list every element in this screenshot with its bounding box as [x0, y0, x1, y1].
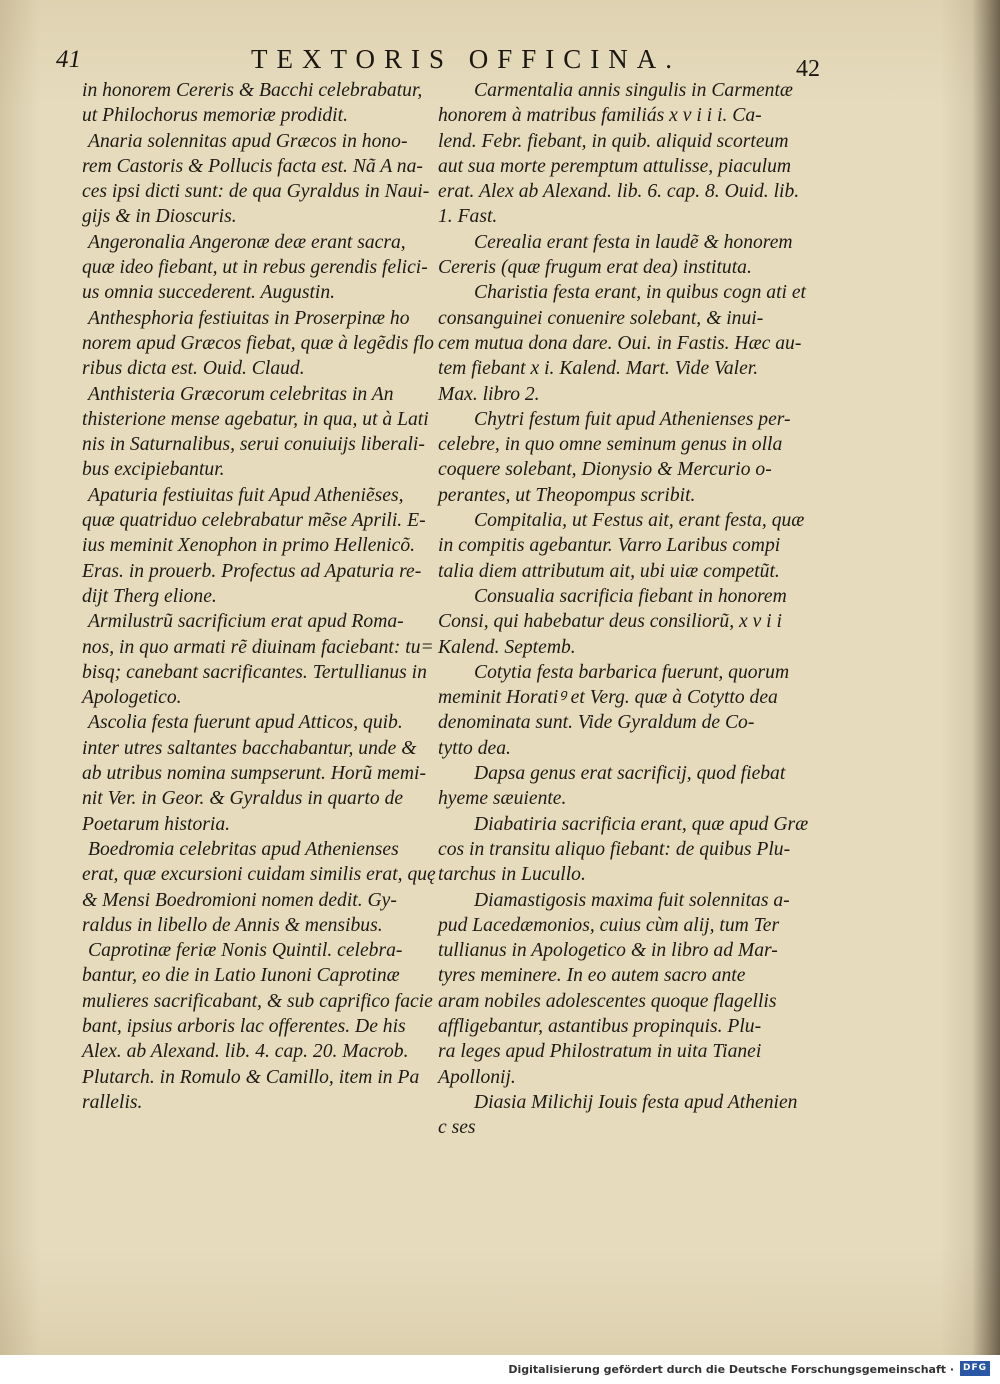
text-line: Diamastigosis maxima fuit solennitas a- [474, 889, 790, 911]
text-line: ius meminit Xenophon in primo Hellenicõ. [82, 535, 416, 557]
text-line: Alex. ab Alexand. lib. 4. cap. 20. Macrob. [82, 1041, 409, 1063]
text-line: Consualia sacrificia fiebant in honorem [474, 585, 787, 607]
text-line: us omnia succederent. Augustin. [82, 282, 336, 304]
text-line: thisterione mense agebatur, in qua, ut à Lati [82, 408, 429, 430]
text-line: cos in transitu aliquo fiebant: de quibus Plu- [438, 838, 791, 860]
text-line: Boedromia celebritas apud Athenienses [88, 838, 399, 860]
text-line: coquere solebant, Dionysio & Mercurio o- [438, 459, 772, 481]
text-line: Diabatiria sacrificia erant, quæ apud Græ [474, 813, 809, 835]
text-line: bisq; canebant sacrificantes. Tertullianus in [82, 661, 427, 683]
text-line: bant, ipsius arboris lac offerentes. De his [82, 1015, 406, 1037]
footer-bar [0, 1355, 1000, 1384]
text-line: pud Lacedæmonios, cuius cùm alij, tum Ter [438, 914, 780, 936]
text-line: erat, quæ excursioni cuidam similis erat, quę [82, 864, 436, 886]
text-line: mulieres sacrificabant, & sub caprifico facie [82, 990, 433, 1012]
text-line: in compitis agebantur. Varro Laribus compi [438, 535, 781, 557]
text-line: c ses [438, 1117, 476, 1139]
text-line: nis in Saturnalibus, serui conuiuijs liberali- [82, 434, 425, 456]
text-line: Cereris (quæ frugum erat dea) instituta. [438, 257, 752, 279]
text-line: Dapsa genus erat sacrificij, quod fiebat [474, 763, 786, 785]
running-title: TEXTORIS OFFICINA. [251, 44, 682, 74]
text-line: dijt Therg elione. [82, 585, 217, 607]
right-text-column [438, 78, 816, 1140]
text-line: raldus in libello de Annis & mensibus. [82, 914, 383, 936]
text-line: Poetarum historia. [82, 813, 231, 835]
page-number-left: 41 [56, 46, 81, 73]
text-line: Armilustrũ sacrificium erat apud Roma- [88, 611, 404, 633]
text-line: hyeme sæuiente. [438, 788, 567, 810]
text-line: Chytri festum fuit apud Athenienses per- [474, 408, 791, 430]
text-line: affligebantur, astantibus propinquis. Plu- [438, 1015, 762, 1037]
text-line: 1. Fast. [438, 206, 498, 228]
text-line: Consi, qui habebatur deus consiliorũ, x v i i [438, 611, 782, 633]
text-line: Apollonij. [438, 1066, 516, 1088]
text-line: perantes, ut Theopompus scribit. [438, 484, 696, 506]
text-line: Ascolia festa fuerunt apud Atticos, quib. [88, 712, 403, 734]
text-line: in honorem Cereris & Bacchi celebrabatur, [82, 80, 423, 101]
text-line: Caprotinæ feriæ Nonis Quintil. celebra- [88, 940, 403, 962]
text-line: Angeronalia Angeronæ deæ erant sacra, [88, 231, 406, 253]
text-line: tullianus in Apologetico & in libro ad Mar- [438, 940, 778, 962]
text-line: Carmentalia annis singulis in Carmentæ [474, 80, 793, 101]
text-line: tarchus in Lucullo. [438, 864, 586, 886]
binding-shadow [972, 0, 1000, 1355]
text-line: ribus dicta est. Ouid. Claud. [82, 358, 305, 380]
text-line: Max. libro 2. [438, 383, 540, 405]
text-line: gijs & in Dioscuris. [82, 206, 237, 228]
text-line: Diasia Milichij Iouis festa apud Athenien [474, 1091, 798, 1113]
text-line: tyres meminere. In eo autem sacro ante [438, 965, 746, 987]
text-line: inter utres saltantes bacchabantur, unde & [82, 737, 417, 759]
text-line: & Mensi Boedromioni nomen dedit. Gy- [82, 889, 397, 911]
text-line: Charistia festa erant, in quibus cogn ati et [474, 282, 807, 304]
text-line: Eras. in prouerb. Profectus ad Apaturia re- [82, 560, 422, 582]
text-line: ab utribus nomina sumpserunt. Horũ memi- [82, 763, 426, 785]
text-line: consanguinei conuenire solebant, & inui- [438, 307, 764, 329]
left-text-column [82, 78, 436, 1115]
text-line: Apologetico. [82, 687, 182, 709]
text-line: bus excipiebantur. [82, 459, 225, 481]
text-line: cem mutua dona dare. Oui. in Fastis. Hæc au- [438, 332, 802, 354]
text-line: Compitalia, ut Festus ait, erant festa, quæ [474, 510, 805, 532]
text-line: ra leges apud Philostratum in uita Tianei [438, 1041, 762, 1063]
text-line: rem Castoris & Pollucis facta est. Nã A na- [82, 155, 423, 177]
text-line: tytto dea. [438, 737, 511, 759]
text-line: ces ipsi dicti sunt: de qua Gyraldus in Naui- [82, 181, 430, 203]
text-line: lend. Febr. fiebant, in quib. aliquid scorteum [438, 130, 789, 152]
text-line: aram nobiles adolescentes quoque flagellis [438, 990, 777, 1012]
text-line: talia diem attributum ait, ubi uiæ competũt. [438, 560, 780, 582]
text-line: celebre, in quo omne seminum genus in olla [438, 434, 783, 456]
text-line: quæ ideo fiebant, ut in rebus gerendis felici- [82, 257, 428, 279]
text-line: erat. Alex ab Alexand. lib. 6. cap. 8. Ouid. lib. [438, 181, 800, 203]
page-number-right: 42 [796, 56, 820, 82]
text-line: meminit Horatiꝰ et Verg. quæ à Cotytto dea [438, 687, 778, 709]
text-line: Plutarch. in Romulo & Camillo, item in Pa [82, 1066, 420, 1088]
text-line: honorem à matribus familiás x v i i i. Ca- [438, 105, 762, 127]
text-line: tem fiebant x i. Kalend. Mart. Vide Valer. [438, 358, 759, 380]
text-line: aut sua morte peremptum attulisse, piaculum [438, 155, 792, 177]
text-line: Cerealia erant festa in laudẽ & honorem [474, 231, 793, 253]
text-line: Apaturia festiuitas fuit Apud Atheniẽses, [88, 484, 404, 506]
text-line: nit Ver. in Geor. & Gyraldus in quarto de [82, 788, 404, 810]
text-line: norem apud Græcos fiebat, quæ à legẽdis flo [82, 332, 434, 354]
text-line: denominata sunt. Vide Gyraldum de Co- [438, 712, 755, 734]
text-line: nos, in quo armati rẽ diuinam faciebant: tu= [82, 636, 434, 658]
text-line: ut Philochorus memoriæ prodidit. [82, 105, 348, 127]
text-line: Anthesphoria festiuitas in Proserpinæ ho [88, 307, 410, 329]
funding-credit: Digitalisierung gefördert durch die Deutsche Forschungsgemeinschaft · [508, 1363, 954, 1376]
text-line: bantur, eo die in Latio Iunoni Caprotinæ [82, 965, 400, 987]
text-line: Anaria solennitas apud Græcos in hono- [88, 130, 408, 152]
text-line: Kalend. Septemb. [438, 636, 576, 658]
text-line: Anthisteria Græcorum celebritas in An [88, 383, 394, 405]
text-line: rallelis. [82, 1091, 143, 1113]
text-line: Cotytia festa barbarica fuerunt, quorum [474, 661, 790, 683]
dfg-logo-icon: DFG [960, 1361, 990, 1376]
text-line: quæ quatriduo celebrabatur mẽse Aprili. E- [82, 510, 426, 532]
